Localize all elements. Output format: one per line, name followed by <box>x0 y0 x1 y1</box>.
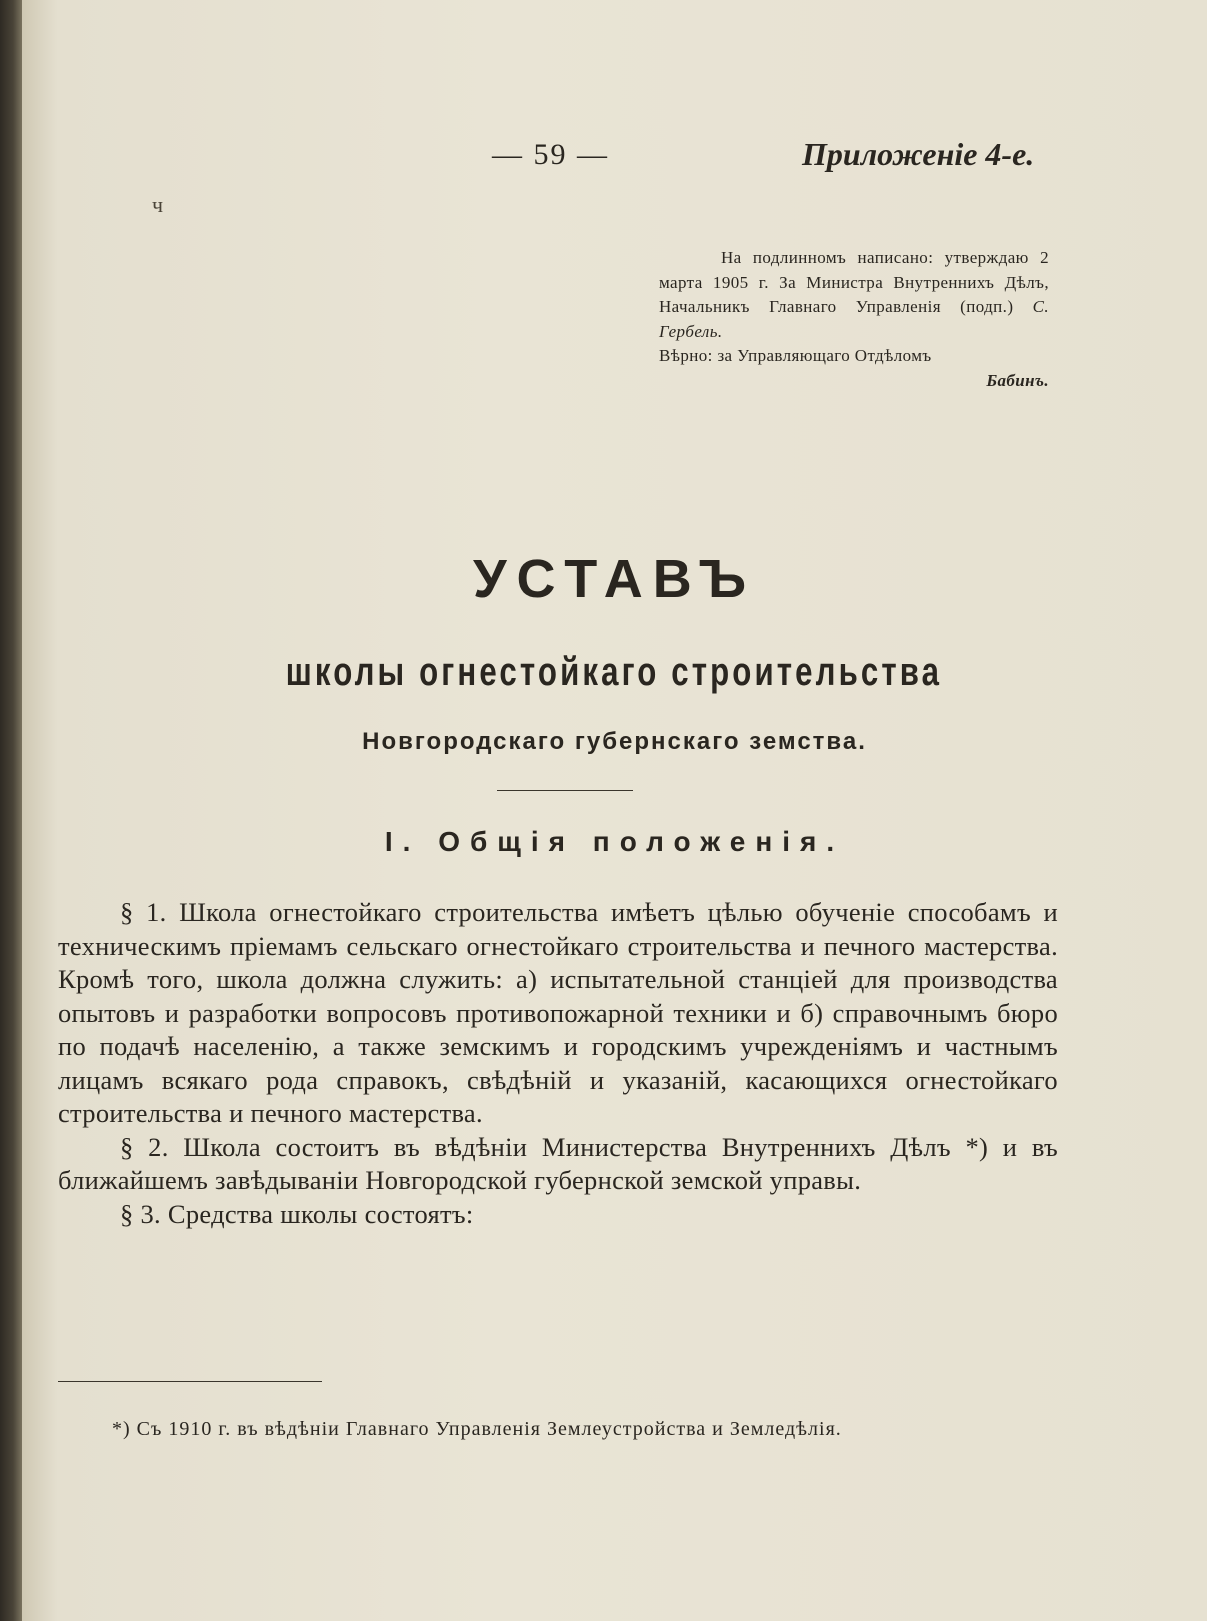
approval-text-block <box>659 246 1049 344</box>
approval-text: На подлинномъ написано: утверждаю 2 марта 1905 г. За Министра Внутреннихъ Дѣлъ, Начальникъ Главнаго Управленія (подп.) <box>659 248 1049 316</box>
document-title: УСТАВЪ <box>472 549 757 609</box>
document-page <box>22 0 1207 1621</box>
paragraph-2: § 2. Школа состоитъ въ вѣдѣніи Министерства Внутреннихъ Дѣлъ *) и въ ближайшемъ завѣдываніи Новгородской губернской земской управы. <box>58 1131 1058 1195</box>
title-divider <box>497 790 633 791</box>
document-subtitle: школы огнестойкаго строительства <box>285 650 943 694</box>
margin-mark: ч <box>152 192 164 217</box>
book-spine <box>0 0 22 1621</box>
footnote: *) Съ 1910 г. въ вѣдѣніи Главнаго Управленія Землеустройства и Земледѣлія. <box>112 1418 842 1440</box>
page-number: — 59 — <box>492 138 609 171</box>
body-text <box>58 896 1058 1231</box>
footnote-divider <box>58 1381 322 1382</box>
approval-signer: Бабинъ. <box>986 370 1049 390</box>
section-heading: I. Общія положенія. <box>384 826 845 857</box>
approval-note <box>659 246 1049 393</box>
paragraph-3: § 3. Средства школы состоятъ: <box>120 1198 474 1229</box>
organization-name: Новгородскаго губернскаго земства. <box>362 728 867 755</box>
approval-signature: С. Гербель. <box>659 297 1049 341</box>
approval-verified: Вѣрно: за Управляющаго Отдѣломъ <box>659 346 932 365</box>
appendix-label: Приложеніе 4-е. <box>802 136 1035 172</box>
paragraph-1: § 1. Школа огнестойкаго строительства имѣетъ цѣлью обученіе способамъ и техническимъ пріемамъ сельскаго огнестойкаго строительства и печного мастерства. Кромѣ того, школа должна служить: а) испытательной станціей для производства опытовъ и разработки вопросовъ противопожарной техники и б) справочнымъ бюро по подачѣ населенію, а также земскимъ и городскимъ учрежденіямъ и частнымъ лицамъ всякаго рода справокъ, свѣдѣній и указаній, касающихся огнестойкаго строительства и печного мастерства. <box>58 897 1058 1128</box>
